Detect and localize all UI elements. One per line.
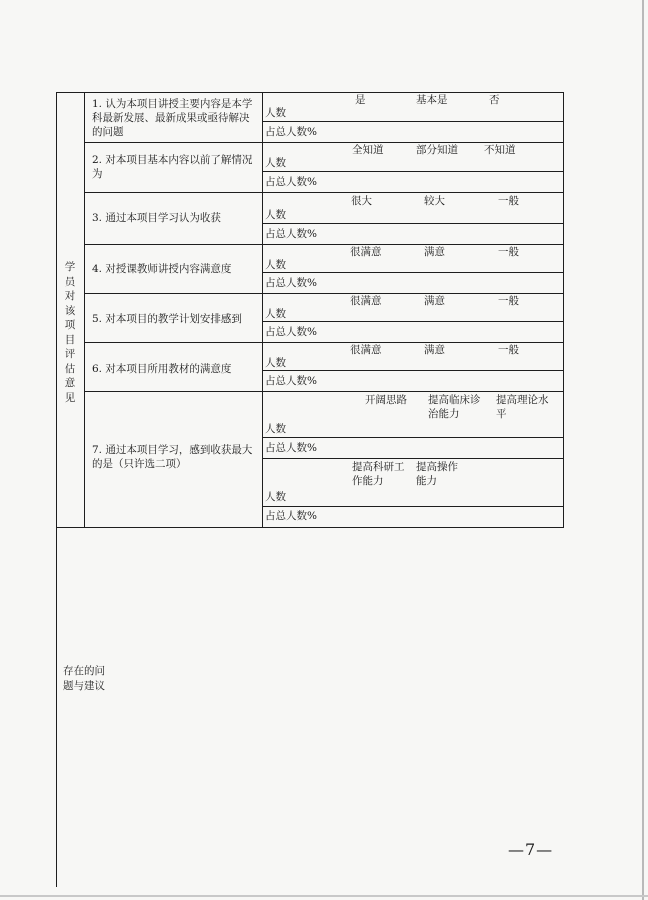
q4-option-2: 满意 (424, 246, 445, 258)
q3-percent-label: 占总人数% (265, 228, 317, 240)
question-3-text: 3. 通过本项目学习认为收获 (92, 212, 221, 224)
q2-percent-label: 占总人数% (265, 176, 317, 188)
q3-count-label: 人数 (265, 209, 286, 221)
q6-percent-label: 占总人数% (265, 375, 317, 387)
q6-option-1: 很满意 (350, 344, 382, 356)
q2-option-2: 部分知道 (416, 144, 458, 156)
q7-option-2: 提高临床诊治能力 (428, 394, 481, 420)
row-divider (84, 244, 563, 245)
section-label-evaluation: 学员对该项目评估意见 (64, 261, 76, 404)
q1-option-3: 否 (489, 94, 500, 106)
q5-percent-label: 占总人数% (265, 326, 317, 338)
q7-percent-label-1: 占总人数% (265, 442, 317, 454)
question-6-text: 6. 对本项目所用教材的满意度 (92, 363, 232, 375)
subrow-divider (262, 272, 563, 273)
q5-count-label: 人数 (265, 308, 286, 320)
q7-count-label-2: 人数 (265, 491, 286, 503)
q4-option-3: 一般 (498, 246, 519, 258)
subrow-divider (262, 171, 563, 172)
subrow-divider (262, 121, 563, 122)
q2-option-1: 全知道 (352, 144, 384, 156)
q3-option-1: 很大 (351, 195, 372, 207)
q1-count-label: 人数 (265, 107, 286, 119)
subrow-divider (262, 458, 563, 459)
q4-option-1: 很满意 (350, 246, 382, 258)
question-2-text: 2. 对本项目基本内容以前了解情况为 (92, 154, 253, 180)
q7-option-5: 提高操作能力 (416, 461, 458, 487)
question-column-border (262, 92, 263, 527)
q5-option-1: 很满意 (350, 295, 382, 307)
q2-count-label: 人数 (265, 157, 286, 169)
q2-option-3: 不知道 (484, 144, 516, 156)
page-number: —7— (508, 840, 554, 859)
row-divider (84, 391, 563, 392)
subrow-divider (262, 437, 563, 438)
subrow-divider (262, 223, 563, 224)
q1-option-2: 基本是 (416, 94, 448, 106)
subrow-divider (262, 321, 563, 322)
table-top-border (56, 92, 564, 93)
q6-count-label: 人数 (265, 357, 286, 369)
q4-percent-label: 占总人数% (265, 277, 317, 289)
row-divider (84, 192, 563, 193)
q7-option-3: 提高理论水平 (496, 394, 549, 420)
page-edge-right (642, 0, 644, 900)
label-column-border (84, 92, 85, 527)
row-divider (84, 342, 563, 343)
q1-percent-label: 占总人数% (265, 126, 317, 138)
table-left-border (56, 92, 57, 887)
row-divider (84, 293, 563, 294)
q5-option-2: 满意 (424, 295, 445, 307)
question-4-text: 4. 对授课教师讲授内容满意度 (92, 263, 232, 275)
q1-option-1: 是 (355, 94, 366, 106)
q3-option-3: 一般 (498, 195, 519, 207)
section-divider (56, 527, 564, 528)
question-1-text: 1. 认为本项目讲授主要内容是本学科最新发展、最新成果或亟待解决的问题 (92, 98, 253, 138)
page-edge-bottom (0, 895, 648, 897)
q6-option-2: 满意 (424, 344, 445, 356)
q3-option-2: 较大 (424, 195, 445, 207)
subrow-divider (262, 506, 563, 507)
q7-count-label-1: 人数 (265, 423, 286, 435)
subrow-divider (262, 370, 563, 371)
question-5-text: 5. 对本项目的教学计划安排感到 (92, 313, 242, 325)
q7-option-1: 开阔思路 (365, 394, 407, 406)
q4-count-label: 人数 (265, 259, 286, 271)
q7-percent-label-2: 占总人数% (265, 510, 317, 522)
section-label-issues: 存在的问题与建议 (63, 665, 105, 692)
question-7-text: 7. 通过本项目学习，感到收获最大的是（只许选二项） (92, 444, 253, 470)
q6-option-3: 一般 (498, 344, 519, 356)
q5-option-3: 一般 (498, 295, 519, 307)
q7-option-4: 提高科研工作能力 (352, 461, 405, 487)
table-right-border (563, 92, 564, 528)
